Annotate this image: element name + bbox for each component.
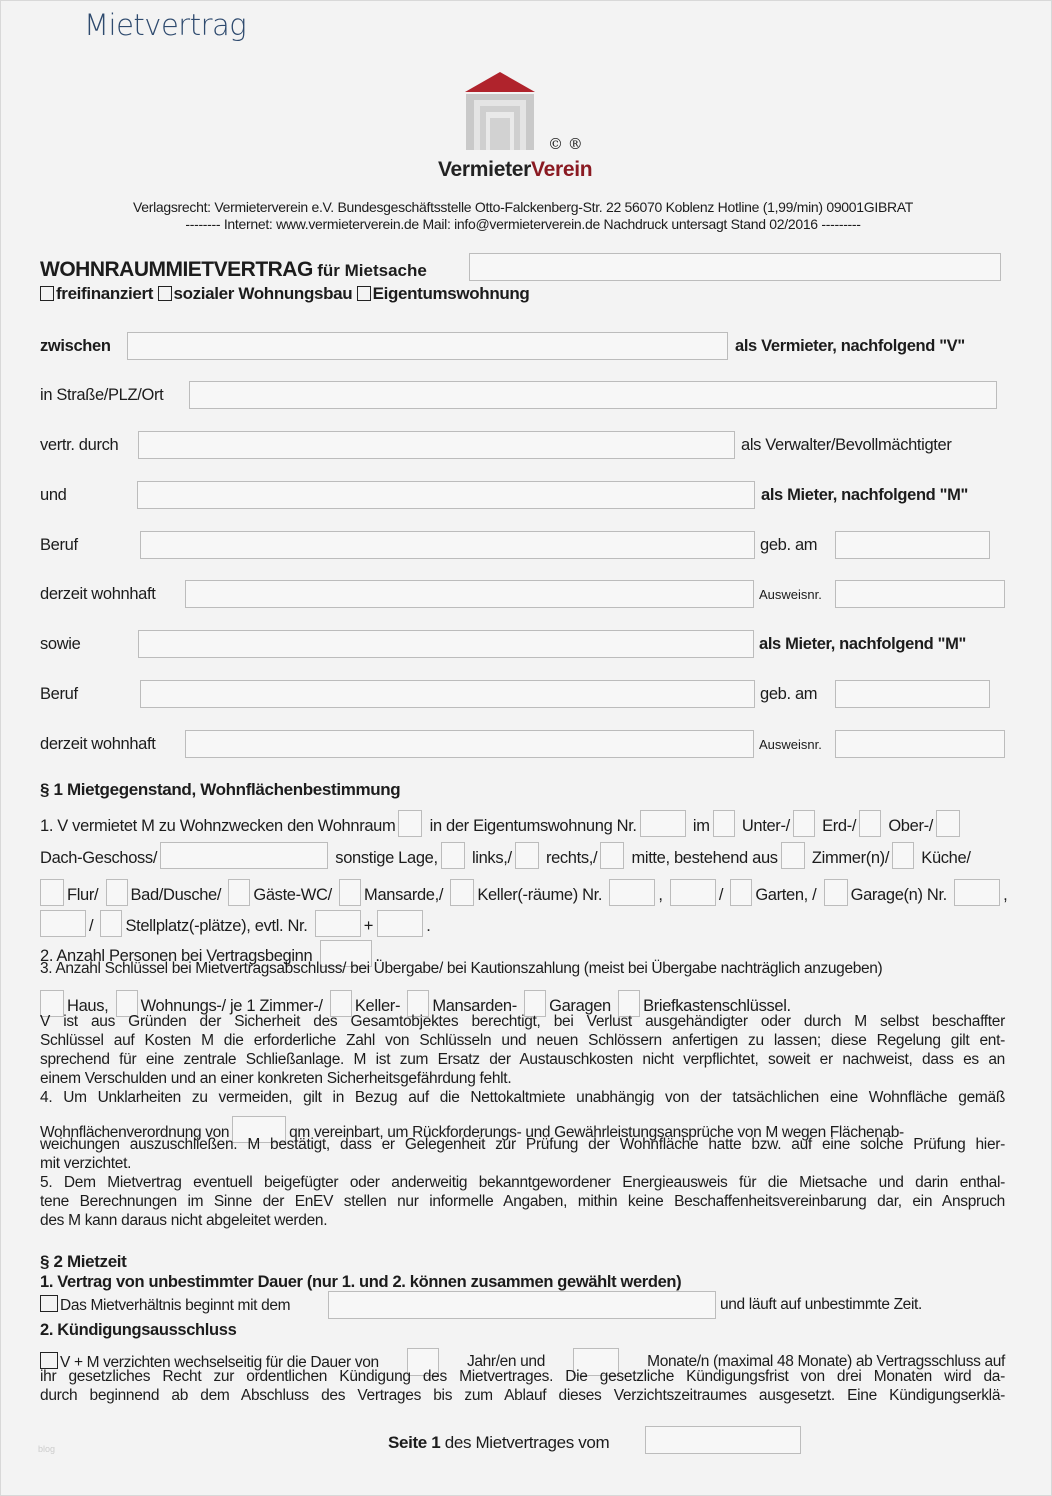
- monate-label: Monate/n (maximal 48 Monate) ab Vertragsschluss auf: [647, 1353, 1005, 1370]
- garagen-key-label: Garagen: [549, 997, 611, 1015]
- section-1-title: § 1 Mietgegenstand, Wohnflächenbestimmung: [40, 780, 401, 799]
- beginn-label: Das Mietverhältnis beginnt mit dem: [60, 1297, 291, 1314]
- vermieterverein-logo-icon: [462, 70, 542, 152]
- stellplatz-field[interactable]: [100, 910, 122, 937]
- flur-label: Flur/: [67, 886, 99, 904]
- mietsache-field[interactable]: [469, 253, 1001, 281]
- keller-field[interactable]: [450, 879, 474, 906]
- garten-label: Garten, /: [755, 886, 817, 904]
- copyright-marks: © ®: [548, 135, 583, 153]
- comma-label-2: ,: [1003, 886, 1008, 904]
- key-para-line-4: einem Verschulden und an einer konkreten Sicherheitsgefährdung fehlt.: [40, 1070, 512, 1087]
- links-checkbox[interactable]: [441, 842, 465, 869]
- mieter2-wohnhaft-field[interactable]: [185, 730, 754, 758]
- wohnflaeche-post: qm vereinbart, um Rückforderungs- und Gewährleistungsansprüche von M wegen Flächenab-: [289, 1124, 904, 1141]
- als-mieter-label-2: als Mieter, nachfolgend "M": [759, 635, 966, 653]
- unbestimmte-dauer-title: 1. Vertrag von unbestimmter Dauer (nur 1. und 2. können zusammen gewählt werden): [40, 1273, 682, 1291]
- energieausweis-line-2: tene Berechnungen im Sinne der EnEV stellen nur informelle Angaben, mithin keine Beschaffenheitsvereinbarung dar, ein Anspruch: [40, 1193, 1005, 1210]
- links-label: links,/: [471, 849, 512, 867]
- rechts-checkbox[interactable]: [515, 842, 539, 869]
- geb-am-label-2: geb. am: [760, 685, 818, 703]
- vermieter-name-field[interactable]: [127, 332, 728, 360]
- stellplatz-nr-field-1[interactable]: [315, 910, 361, 937]
- kuendigungsausschluss-title: 2. Kündigungsausschluss: [40, 1321, 237, 1339]
- erd-checkbox[interactable]: [793, 810, 815, 837]
- mitte-label: mitte, bestehend aus: [631, 849, 778, 867]
- bad-label: Bad/Dusche/: [130, 886, 222, 904]
- ausweisnr-label-1: Ausweisnr.: [759, 587, 822, 602]
- heading-suffix: für Mietsache: [317, 261, 427, 280]
- period-label: .: [426, 917, 431, 935]
- mitte-checkbox[interactable]: [600, 842, 624, 869]
- key-para-line-3: sprechend für eine zentrale Schließanlage. M ist zum Ersatz der Austauschkosten nicht verpflichtet, soweit er nachweist, dass es an: [40, 1051, 1005, 1068]
- verzicht-line-2: ihr gesetzliches Recht zur ordentlichen Kündigung des Mietvertrages. Die gesetzliche Kündigungsfrist von drei Monaten wird da-: [40, 1368, 1005, 1385]
- publisher-line-2: -------- Internet: www.vermieterverein.de Mail: info@vermieterverein.de Nachdruck untersagt Stand 02/2016 ---------: [185, 216, 861, 232]
- dach-geschoss-label: Dach-Geschoss/: [40, 849, 158, 867]
- logo-text-part2: Verein: [531, 158, 593, 181]
- garage-nr-field[interactable]: [954, 879, 1000, 906]
- stellplatz-nr-field-2[interactable]: [377, 910, 423, 937]
- beginn-checkbox[interactable]: [40, 1295, 58, 1312]
- s1-row-3: [40, 879, 1007, 906]
- plus-label: +: [363, 917, 374, 935]
- verzicht-a-text: V + M verzichten wechselseitig für die Dauer von: [60, 1353, 379, 1371]
- vertreter-field[interactable]: [138, 431, 735, 459]
- vertragsdatum-field[interactable]: [645, 1426, 801, 1454]
- unter-checkbox[interactable]: [713, 810, 735, 837]
- wohnflaeche-line-3: weichungen auszuschließen. M bestätigt, dass er Gelegenheit zur Prüfung der Wohnfläche hatte bzw. auf eine solche Prüfung hier-: [40, 1136, 1005, 1153]
- im-label: im: [692, 817, 710, 835]
- ober-checkbox[interactable]: [859, 810, 881, 837]
- gaeste-wc-field[interactable]: [228, 879, 250, 906]
- garage-nr-field-2[interactable]: [40, 910, 86, 937]
- seite-label: Seite 1: [388, 1433, 441, 1452]
- ober-label: Ober-/: [888, 817, 933, 835]
- haus-key-label: Haus,: [67, 997, 109, 1015]
- freifinanziert-checkbox[interactable]: [40, 286, 54, 301]
- page-footer: [388, 1433, 609, 1453]
- kueche-field[interactable]: [892, 842, 914, 869]
- beginn-row: [40, 1295, 290, 1316]
- als-verwalter-label: als Verwalter/Bevollmächtigter: [741, 436, 952, 454]
- flur-field[interactable]: [40, 879, 64, 906]
- publisher-line-1: Verlagsrecht: Vermieterverein e.V. Bundesgeschäftsstelle Otto-Falckenberg-Str. 22 56070 Koblenz Hotline (1,99/min) 09001GIBRAT: [132, 199, 914, 215]
- watermark: blog: [38, 1444, 56, 1454]
- vertr-durch-label: vertr. durch: [40, 436, 119, 454]
- als-mieter-label-1: als Mieter, nachfolgend "M": [761, 486, 968, 504]
- mieter2-name-field[interactable]: [138, 630, 754, 658]
- verzicht-checkbox[interactable]: [40, 1352, 58, 1369]
- keller-nr-field-1[interactable]: [609, 879, 655, 906]
- wohnflaeche-line-1: 4. Um Unklarheiten zu vermeiden, gilt in Bezug auf die Nettokaltmiete unabhängig von der tatsächlichen eine Wohnfläche gemäß: [40, 1089, 1005, 1106]
- s1-row-4: [40, 910, 431, 937]
- contract-heading: [40, 258, 427, 282]
- eigentumswohnung-nr-field[interactable]: [640, 810, 686, 837]
- unbestimmte-zeit-label: und läuft auf unbestimmte Zeit.: [720, 1296, 922, 1313]
- als-vermieter-label: als Vermieter, nachfolgend "V": [735, 337, 965, 355]
- garten-field[interactable]: [730, 879, 752, 906]
- energieausweis-line-1: 5. Dem Mietvertrag eventuell beigefügter oder anderweitig bekanntgewordener Energieausweis für die Mietsache und darin enthal-: [40, 1174, 1005, 1191]
- mieter1-beruf-field[interactable]: [140, 531, 755, 559]
- mieter1-geburtsdatum-field[interactable]: [835, 531, 990, 559]
- mansarde-label: Mansarde,/: [364, 886, 444, 904]
- energieausweis-line-3: des M kann daraus nicht abgeleitet werden.: [40, 1212, 328, 1229]
- wohnraum-checkbox[interactable]: [398, 810, 422, 837]
- sozialer-wohnungsbau-checkbox[interactable]: [158, 286, 172, 301]
- briefkasten-key-label: Briefkastenschlüssel.: [643, 997, 791, 1015]
- logo-text-part1: Vermieter: [438, 158, 532, 181]
- kueche-label: Küche/: [921, 849, 971, 867]
- key-para-line-2: Schlüssel auf Kosten M die erforderliche Zahl von Schlüsseln und neuen Schlössern anfertigen zu lassen; diese Regelung gilt ent-: [40, 1032, 1005, 1049]
- zimmer-field[interactable]: [781, 842, 805, 869]
- wohnflaeche-pre: Wohnflächenverordnung von: [40, 1124, 230, 1141]
- mieter2-beruf-field[interactable]: [140, 680, 755, 708]
- mietvertrag-vom-label: des Mietvertrages vom: [444, 1433, 610, 1452]
- s1-row-2: [40, 842, 971, 869]
- slash-label: /: [718, 886, 724, 904]
- vermieter-address-field[interactable]: [189, 381, 997, 409]
- sowie-label: sowie: [40, 635, 81, 653]
- jahre-label: Jahr/en und: [466, 1353, 545, 1370]
- wohnflaeche-line-4: mit verzichtet.: [40, 1155, 132, 1172]
- personen-period: .: [375, 947, 380, 965]
- keller-nr-field-2[interactable]: [670, 879, 716, 906]
- dach-checkbox[interactable]: [936, 810, 960, 837]
- comma-label: ,: [658, 886, 663, 904]
- mietbeginn-field[interactable]: [328, 1291, 716, 1319]
- mieter1-wohnhaft-field[interactable]: [185, 580, 754, 608]
- wohnungs-key-label: Wohnungs-/ je 1 Zimmer-/: [140, 997, 323, 1015]
- unter-label: Unter-/: [741, 817, 790, 835]
- keller-key-label: Keller-: [354, 997, 401, 1015]
- erd-label: Erd-/: [822, 817, 857, 835]
- beruf-label-2: Beruf: [40, 685, 78, 703]
- mansarde-field[interactable]: [339, 879, 361, 906]
- slash-label-2: /: [89, 917, 94, 935]
- heading-main: WOHNRAUMMIETVERTRAG: [40, 258, 313, 281]
- sonstige-lage-field[interactable]: [160, 842, 328, 869]
- sonstige-lage-label: sonstige Lage,: [335, 849, 438, 867]
- freifinanziert-label: freifinanziert: [56, 284, 154, 303]
- gaeste-wc-label: Gäste-WC/: [253, 886, 332, 904]
- logo-text: [438, 158, 592, 182]
- mieter2-geburtsdatum-field[interactable]: [835, 680, 990, 708]
- type-options: [40, 284, 529, 304]
- mieter1-name-field[interactable]: [137, 481, 755, 509]
- strasse-label: in Straße/PLZ/Ort: [40, 386, 164, 404]
- keller-nr-label: Keller(-räume) Nr.: [477, 886, 603, 904]
- garage-nr-label: Garage(n) Nr.: [850, 886, 947, 904]
- geb-am-label-1: geb. am: [760, 536, 818, 554]
- mansarden-key-label: Mansarden-: [432, 997, 517, 1015]
- beruf-label-1: Beruf: [40, 536, 78, 554]
- wohnhaft-label-2: derzeit wohnhaft: [40, 735, 156, 753]
- zwischen-label: zwischen: [40, 337, 111, 355]
- personen-label: 2. Anzahl Personen bei Vertragsbeginn: [40, 947, 313, 965]
- verzicht-line-3: durch beginnend ab dem Abschluss des Vertrages bis zum Ablauf dieses Verzichtszeitraumes ausgesetzt. Eine Kündigungserklä-: [40, 1387, 1005, 1404]
- rechts-label: rechts,/: [545, 849, 598, 867]
- wohnhaft-label-1: derzeit wohnhaft: [40, 585, 156, 603]
- schluessel-label: 3. Anzahl Schlüssel bei Mietvertragsabschluss/ bei Übergabe/ bei Kautionszahlung (meist bei Übergabe nachträglich anzugeben): [40, 960, 883, 977]
- page-title: Mietvertrag: [84, 8, 247, 42]
- mieter2-ausweisnr-field[interactable]: [835, 730, 1005, 758]
- wohnraum-label: 1. V vermietet M zu Wohnzwecken den Wohnraum: [40, 817, 396, 835]
- sozialer-wohnungsbau-label: sozialer Wohnungsbau: [173, 284, 353, 303]
- s1-row-1: [40, 810, 963, 837]
- key-para-line-1: V ist aus Gründen der Sicherheit des Gesamtobjektes berechtigt, bei Verlust ausgehändigter oder durch M selbst beschaffter: [40, 1013, 1005, 1030]
- eigentumswohnung-label: Eigentumswohnung: [372, 284, 530, 303]
- garage-field[interactable]: [824, 879, 848, 906]
- stellplatz-label: Stellplatz(-plätze), evtl. Nr.: [125, 917, 308, 935]
- zimmer-label: Zimmer(n)/: [811, 849, 890, 867]
- eigentumswohnung-nr-label: in der Eigentumswohnung Nr.: [429, 817, 637, 835]
- ausweisnr-label-2: Ausweisnr.: [759, 737, 822, 752]
- mieter1-ausweisnr-field[interactable]: [835, 580, 1005, 608]
- und-label: und: [40, 486, 67, 504]
- section-2-title: § 2 Mietzeit: [40, 1252, 127, 1271]
- eigentumswohnung-checkbox[interactable]: [357, 286, 371, 301]
- bad-field[interactable]: [106, 879, 128, 906]
